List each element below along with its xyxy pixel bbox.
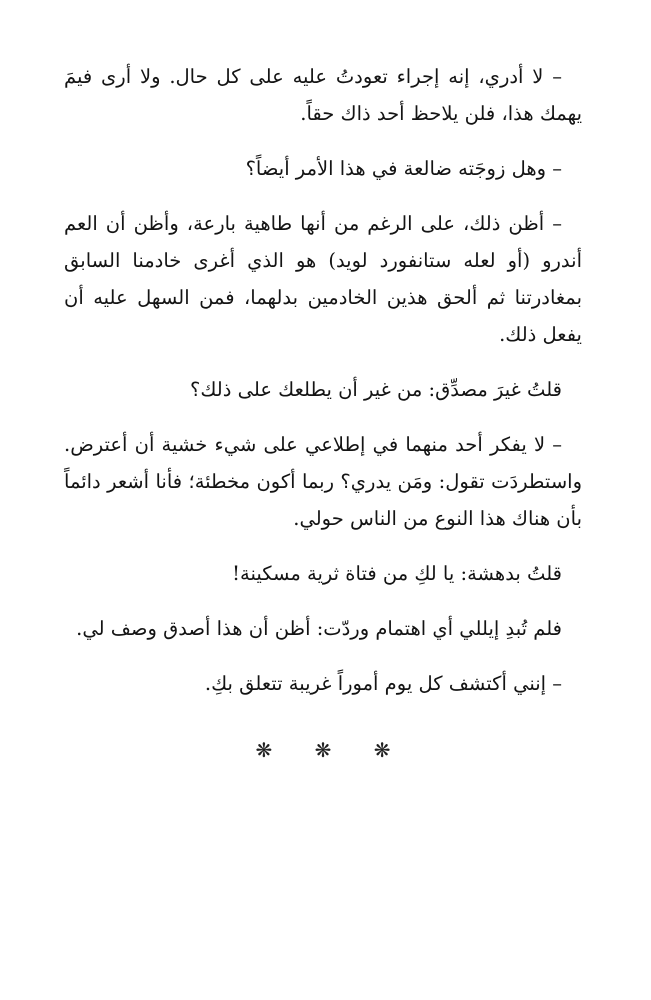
book-page (64, 58, 582, 769)
paragraph-8: – إنني أكتشف كل يوم أموراً غريبة تتعلق بكِ. (204, 672, 562, 695)
paragraph-7: فلم تُبدِ إيللي أي اهتمام وردّت: أظن أن هذا أصدق وصف لي. (76, 617, 562, 640)
paragraph-1: – لا أدري، إنه إجراء تعودتُ عليه على كل حال. ولا أرى فيمَ يهمك هذا، فلن يلاحظ أحد ذاك حقاً. (64, 65, 582, 125)
paragraph-4: قلتُ غيرَ مصدِّق: من غير أن يطلعك على ذلك؟ (190, 378, 562, 401)
paragraph-3: – أظن ذلك، على الرغم من أنها طاهية بارعة، وأظن أن العم أندرو (أو لعله ستانفورد لويد) هو الذي أغرى خادمنا السابق بمغادرتنا ثم ألحق هذين الخادمين بدلهما، فمن السهل عليه أن يفعل ذلك. (64, 212, 582, 346)
section-separator: ❋ ❋ ❋ (255, 738, 409, 762)
paragraph-6: قلتُ بدهشة: يا لكِ من فتاة ثرية مسكينة! (232, 562, 562, 585)
paragraph-2: – وهل زوجَته ضالعة في هذا الأمر أيضاً؟ (245, 157, 562, 180)
paragraph-5: – لا يفكر أحد منهما في إطلاعي على شيء خشية أن أعترض. واستطردَت تقول: ومَن يدري؟ ربما أكون مخطئة؛ فأنا أشعر دائماً بأن هناك هذا النوع من الناس حولي. (64, 433, 582, 530)
